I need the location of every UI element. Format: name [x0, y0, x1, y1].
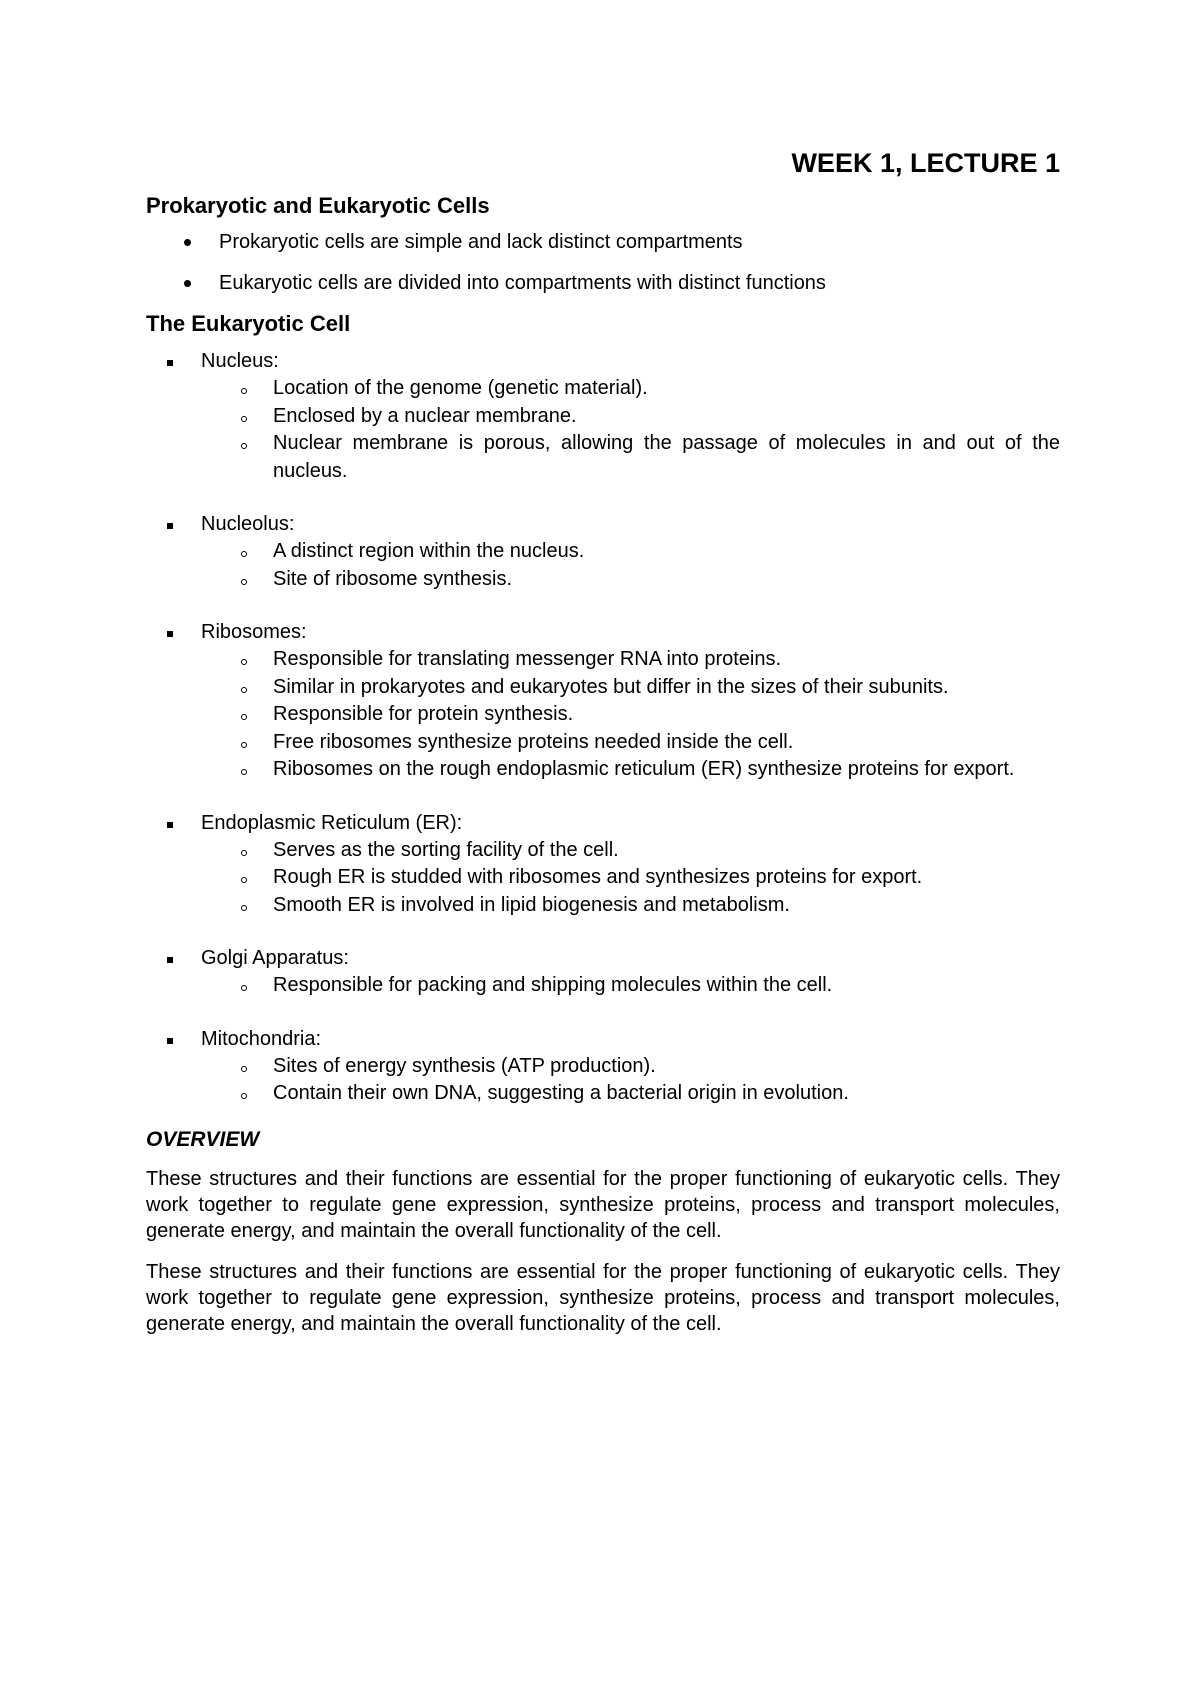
list-item-text: Rough ER is studded with ribosomes and synthesizes proteins for export.	[273, 866, 923, 888]
circle-bullet-icon	[241, 388, 247, 394]
document-title: WEEK 1, LECTURE 1	[791, 148, 1060, 178]
circle-bullet-icon	[241, 985, 247, 991]
organelle-label: Nucleus:	[201, 350, 279, 372]
circle-bullet-icon	[241, 769, 247, 775]
organelle-label: Golgi Apparatus:	[201, 947, 349, 969]
bullet-dot-icon	[184, 239, 191, 246]
list-item	[146, 403, 1060, 431]
cell-types-bullet-list	[146, 228, 1060, 297]
list-item-text: Serves as the sorting facility of the cell.	[273, 838, 619, 861]
circle-bullet-icon	[241, 416, 247, 422]
organelle-list	[146, 348, 1060, 1108]
list-item	[146, 375, 1060, 403]
circle-bullet-icon	[241, 877, 247, 883]
list-item	[146, 269, 1060, 297]
organelle-item-mitochondria	[146, 1026, 1060, 1108]
circle-bullet-icon	[241, 659, 247, 665]
list-item	[146, 1053, 1060, 1081]
list-item-text: Contain their own DNA, suggesting a bacterial origin in evolution.	[273, 1082, 849, 1104]
circle-bullet-icon	[241, 443, 247, 449]
list-item	[146, 729, 1060, 757]
circle-bullet-icon	[241, 905, 247, 911]
organelle-item-nucleus	[146, 348, 1060, 485]
organelle-item-ribosomes	[146, 619, 1060, 784]
list-item	[146, 756, 1060, 784]
square-bullet-icon	[167, 957, 173, 963]
square-bullet-icon	[167, 360, 173, 366]
list-item-text: Responsible for packing and shipping molecules within the cell.	[273, 974, 833, 996]
list-item-text: Site of ribosome synthesis.	[273, 567, 512, 590]
circle-bullet-icon	[241, 850, 247, 856]
circle-bullet-icon	[241, 579, 247, 585]
list-item	[146, 674, 1060, 702]
organelle-label: Nucleolus:	[201, 513, 295, 535]
section-heading-prokaryotic-eukaryotic: Prokaryotic and Eukaryotic Cells	[146, 193, 490, 218]
organelle-label: Endoplasmic Reticulum (ER):	[201, 811, 463, 834]
organelle-detail-list	[201, 1053, 1060, 1108]
list-item-text: Responsible for protein synthesis.	[273, 703, 574, 725]
list-item	[146, 228, 1060, 256]
list-item	[146, 864, 1060, 892]
list-item-text: Prokaryotic cells are simple and lack distinct compartments	[219, 231, 743, 253]
list-item	[146, 837, 1060, 865]
circle-bullet-icon	[241, 551, 247, 557]
list-item-text: Sites of energy synthesis (ATP production).	[273, 1054, 656, 1077]
list-item	[146, 430, 1060, 485]
organelle-detail-list	[201, 972, 1060, 1000]
organelle-detail-list	[201, 375, 1060, 485]
section-heading-eukaryotic-cell: The Eukaryotic Cell	[146, 311, 351, 336]
list-item	[146, 1080, 1060, 1108]
circle-bullet-icon	[241, 742, 247, 748]
list-item-text: Eukaryotic cells are divided into compartments with distinct functions	[219, 272, 826, 294]
bullet-dot-icon	[184, 280, 191, 287]
circle-bullet-icon	[241, 1066, 247, 1072]
organelle-detail-list	[201, 837, 1060, 920]
page-content	[146, 146, 1060, 1337]
list-item	[146, 701, 1060, 729]
list-item	[146, 972, 1060, 1000]
square-bullet-icon	[167, 1038, 173, 1044]
circle-bullet-icon	[241, 687, 247, 693]
list-item	[146, 538, 1060, 566]
list-item-text: Responsible for translating messenger RNA into proteins.	[273, 648, 782, 670]
list-item-text: Enclosed by a nuclear membrane.	[273, 404, 577, 427]
list-item	[146, 566, 1060, 594]
list-item-text: Smooth ER is involved in lipid biogenesis and metabolism.	[273, 893, 790, 916]
overview-paragraph: These structures and their functions are essential for the proper functioning of eukaryotic cells. They work together to regulate gene expression, synthesize proteins, process and transport molecules, generate energy, and maintain the overall functionality of the cell.	[146, 1167, 1060, 1242]
list-item	[146, 892, 1060, 920]
organelle-detail-list	[201, 538, 1060, 593]
list-item-text: Similar in prokaryotes and eukaryotes but differ in the sizes of their subunits.	[273, 675, 949, 698]
list-item	[146, 646, 1060, 674]
list-item-text: A distinct region within the nucleus.	[273, 540, 585, 562]
list-item-text: Ribosomes on the rough endoplasmic reticulum (ER) synthesize proteins for export.	[273, 758, 1015, 780]
organelle-item-golgi-apparatus	[146, 945, 1060, 1000]
circle-bullet-icon	[241, 714, 247, 720]
list-item-text: Location of the genome (genetic material).	[273, 377, 648, 399]
list-item-text: Nuclear membrane is porous, allowing the passage of molecules in and out of the nucleus.	[273, 432, 1060, 482]
circle-bullet-icon	[241, 1093, 247, 1099]
overview-paragraph: These structures and their functions are essential for the proper functioning of eukaryotic cells. They work together to regulate gene expression, synthesize proteins, process and transport molecules, generate energy, and maintain the overall functionality of the cell.	[146, 1260, 1060, 1335]
organelle-label: Ribosomes:	[201, 621, 307, 643]
square-bullet-icon	[167, 631, 173, 637]
square-bullet-icon	[167, 822, 173, 828]
organelle-label: Mitochondria:	[201, 1027, 322, 1050]
square-bullet-icon	[167, 523, 173, 529]
organelle-detail-list	[201, 646, 1060, 784]
overview-heading: OVERVIEW	[146, 1127, 260, 1151]
organelle-item-nucleolus	[146, 511, 1060, 593]
list-item-text: Free ribosomes synthesize proteins needed inside the cell.	[273, 730, 794, 753]
organelle-item-endoplasmic-reticulum	[146, 810, 1060, 920]
